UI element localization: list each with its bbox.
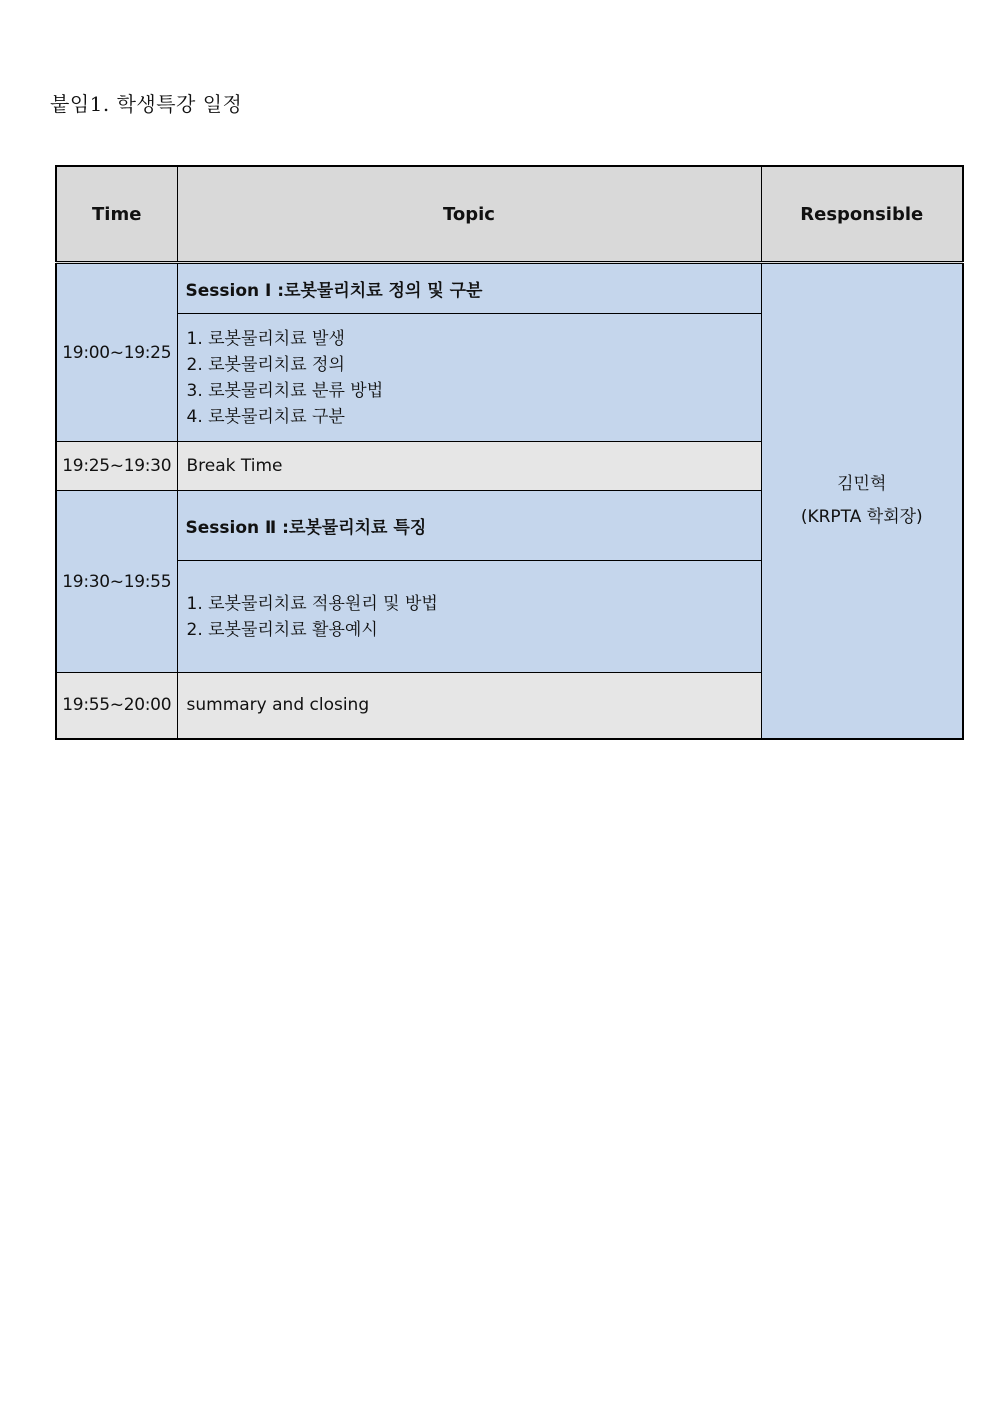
session2-item-list	[187, 591, 761, 643]
session1-title: Session Ⅰ :로봇물리치료 정의 및 구분	[177, 263, 761, 314]
session1-item-list	[187, 326, 761, 430]
responsible-cell	[761, 263, 963, 739]
list-item: 3. 로봇물리치료 분류 방법	[186, 380, 384, 401]
closing-time: 19:55~20:00	[56, 673, 177, 739]
document-title: 붙임1. 학생특강 일정	[50, 92, 243, 116]
responsible-name: 김민혁	[837, 473, 887, 494]
header-topic: Topic	[177, 166, 761, 263]
list-item: 2. 로봇물리치료 활용예시	[186, 619, 378, 640]
session1-items	[177, 314, 761, 442]
session2-title: Session Ⅱ :로봇물리치료 특징	[177, 491, 761, 561]
session1-time: 19:00~19:25	[56, 263, 177, 442]
session2-time: 19:30~19:55	[56, 491, 177, 673]
list-item: 1. 로봇물리치료 적용원리 및 방법	[186, 593, 438, 614]
break-time: 19:25~19:30	[56, 442, 177, 491]
break-topic: Break Time	[177, 442, 761, 491]
closing-topic: summary and closing	[177, 673, 761, 739]
session2-items	[177, 561, 761, 673]
list-item: 2. 로봇물리치료 정의	[186, 354, 345, 375]
responsible-role: (KRPTA 학회장)	[800, 506, 923, 527]
header-time: Time	[56, 166, 177, 263]
schedule-table	[55, 165, 964, 740]
list-item: 1. 로봇물리치료 발생	[186, 328, 345, 349]
header-row	[56, 166, 963, 263]
session1-title-row	[56, 263, 963, 314]
header-responsible: Responsible	[761, 166, 963, 263]
list-item: 4. 로봇물리치료 구분	[186, 406, 345, 427]
